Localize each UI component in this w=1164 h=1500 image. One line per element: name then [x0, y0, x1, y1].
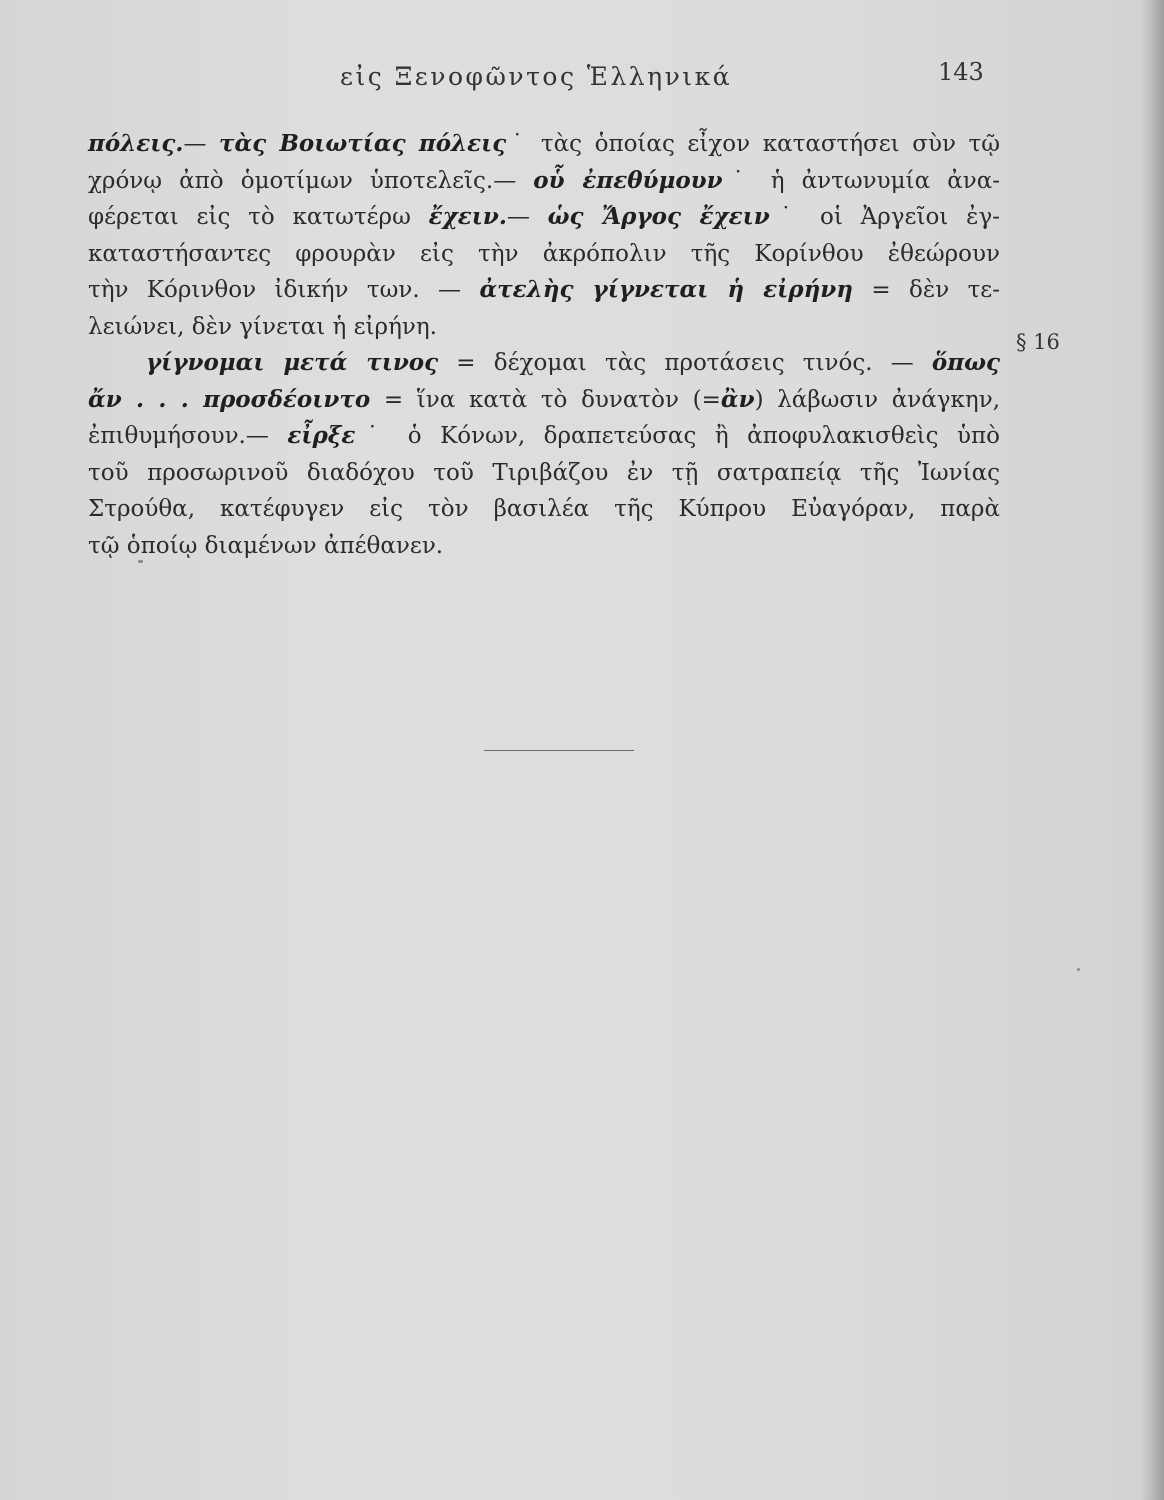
text-run: —	[183, 131, 220, 157]
end-rule-divider	[484, 750, 634, 751]
text-line	[88, 491, 1000, 528]
lemma-bold: γίγνομαι μετά τινος	[146, 349, 439, 376]
text-run: ˙ τὰς ὁποίας εἶχον καταστήσει σὺν τῷ	[506, 131, 1000, 157]
text-line	[88, 528, 1000, 565]
text-run: τῷ ὁποίῳ διαμένων ἀπέθανεν.	[88, 532, 444, 559]
lemma-bold: ἂν	[720, 385, 755, 413]
text-run: ˙ ὁ Κόνων, δραπετεύσας ἢ ἀποφυλακισθεὶς ὑπὸ	[355, 423, 1000, 449]
lemma-bold: οὗ ἐπεθύμουν	[533, 166, 723, 194]
text-line	[88, 236, 1000, 273]
text-line	[88, 455, 1000, 492]
text-run: τὴν Κόρινθον ἰδικήν των. —	[88, 277, 480, 303]
lemma-bold: ὡς Ἄργος ἔχειν	[547, 203, 770, 230]
commentary-text	[88, 126, 1000, 564]
text-run: = δέχομαι τὰς προτάσεις τινός. —	[438, 350, 932, 376]
book-spine-edge	[1142, 0, 1164, 1500]
lemma-bold: τὰς Βοιωτίας πόλεις	[219, 130, 507, 157]
paper-speck	[1077, 968, 1080, 971]
text-line	[88, 199, 1000, 236]
text-line	[88, 126, 1000, 163]
lemma-bold: ἄν . . . προσδέοιντο	[88, 385, 371, 413]
text-run: Στρούθα, κατέφυγεν εἰς τὸν βασιλέα τῆς Κύπρου Εὐαγόραν, παρὰ	[88, 496, 1000, 522]
lemma-bold: ὅπως	[931, 349, 1000, 376]
page-number: 143	[938, 58, 984, 86]
lemma-bold: ἀτελὴς γίγνεται ἡ εἰρήνη	[479, 276, 853, 303]
text-run: καταστήσαντες φρουρὰν εἰς τὴν ἀκρόπολιν τῆς Κορίνθου ἐθεώρουν	[88, 240, 1000, 267]
text-run: = δὲν τε-	[852, 277, 1000, 303]
lemma-bold: πόλεις.	[88, 130, 184, 157]
text-run: ˙ ἡ ἀντωνυμία ἀνα-	[722, 167, 1001, 194]
paper-speck	[138, 560, 143, 563]
text-line	[88, 163, 1000, 200]
text-line	[88, 382, 1000, 419]
section-mark: § 16	[1016, 330, 1060, 354]
text-run: = ἵνα κατὰ τὸ δυνατὸν (=	[370, 386, 721, 413]
text-line	[88, 309, 1000, 346]
text-run: ἐπιθυμήσουν.—	[88, 423, 288, 449]
text-run: φέρεται εἰς τὸ κατωτέρω	[88, 204, 429, 230]
text-line	[88, 418, 1000, 455]
lemma-bold: ἔχειν.	[428, 203, 507, 230]
text-run: ˙ οἱ Ἀργεῖοι ἐγ-	[769, 204, 1000, 230]
text-run: —	[506, 204, 548, 230]
text-run: ) λάβωσιν ἀνάγκην,	[754, 386, 1000, 413]
text-line	[88, 272, 1000, 309]
lemma-bold: εἶρξε	[287, 422, 356, 449]
running-head: εἰς Ξενοφῶντος Ἑλληνικά	[340, 62, 733, 91]
text-run: λειώνει, δὲν γίνεται ἡ εἰρήνη.	[88, 313, 437, 340]
text-run: χρόνῳ ἀπὸ ὁμοτίμων ὑποτελεῖς.—	[88, 167, 534, 194]
text-run: τοῦ προσωρινοῦ διαδόχου τοῦ Τιριβάζου ἐν τῇ σατραπείᾳ τῆς Ἰωνίας	[88, 459, 1000, 486]
text-line	[88, 345, 1000, 382]
